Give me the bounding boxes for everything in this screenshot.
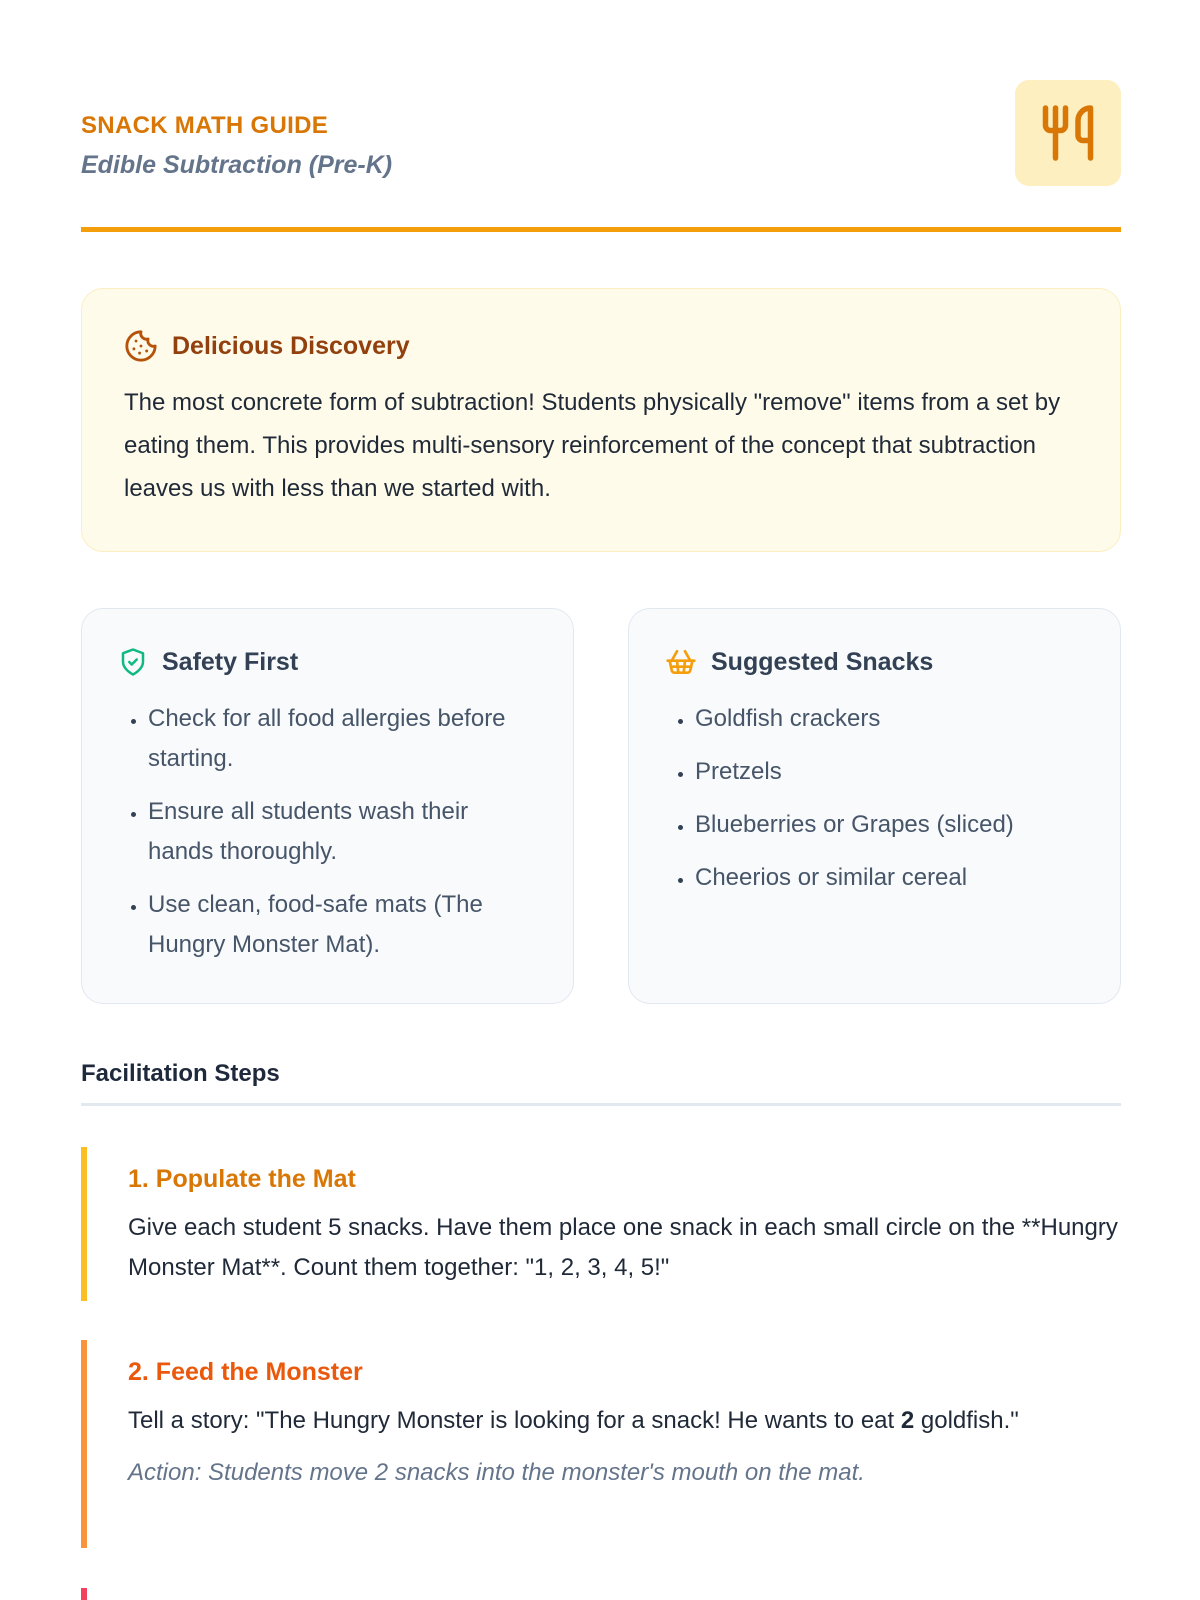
discovery-title: Delicious Discovery — [172, 331, 410, 360]
step-body-text: goldfish." — [914, 1407, 1019, 1434]
snacks-title-row — [665, 645, 1084, 679]
basket-icon — [665, 646, 697, 678]
step-action: Action: Students move 2 snacks into the monster's mouth on the mat. — [128, 1459, 865, 1486]
snack-item: • Cheerios or similar cereal — [695, 858, 1084, 898]
step-title: 2. Feed the Monster — [128, 1358, 363, 1386]
safety-item: • Check for all food allergies before starting. — [148, 699, 537, 779]
snack-item: • Pretzels — [695, 752, 1084, 792]
snacks-list — [665, 699, 1084, 898]
discovery-callout — [81, 288, 1121, 552]
safety-card — [81, 608, 574, 1004]
utensils-icon — [1038, 103, 1098, 163]
cookie-icon — [124, 329, 158, 363]
snacks-title: Suggested Snacks — [711, 647, 934, 676]
safety-list — [118, 699, 537, 965]
step-title: 1. Populate the Mat — [128, 1165, 356, 1193]
steps-divider — [81, 1103, 1121, 1106]
step-body: Give each student 5 snacks. Have them place one snack in each small circle on the **Hungry Monster Mat**. Count them together: "1, 2, 3, 4, 5!" — [128, 1214, 1118, 1281]
header-divider — [81, 227, 1121, 232]
guide-subtitle: Edible Subtraction (Pre-K) — [81, 151, 393, 179]
snacks-card — [628, 608, 1121, 1004]
utensils-icon-badge — [1015, 80, 1121, 186]
step-accent-bar — [81, 1147, 87, 1301]
guide-kicker: SNACK MATH GUIDE — [81, 112, 329, 139]
step-accent-bar — [81, 1340, 87, 1548]
discovery-body: The most concrete form of subtraction! Students physically "remove" items from a set by eating them. This provides multi-sensory reinforcement of the concept that subtraction leaves us with less than we started with. — [124, 389, 1061, 502]
safety-item: • Ensure all students wash their hands thoroughly. — [148, 792, 537, 872]
page — [81, 0, 1121, 1600]
discovery-title-row — [124, 329, 1078, 363]
step-2 — [81, 1340, 1121, 1548]
snack-item: • Goldfish crackers — [695, 699, 1084, 739]
step-body — [128, 1401, 1121, 1441]
safety-title: Safety First — [162, 647, 299, 676]
safety-item: • Use clean, food-safe mats (The Hungry Monster Mat). — [148, 885, 537, 965]
safety-title-row — [118, 645, 537, 679]
step-1 — [81, 1147, 1121, 1301]
step-3-accent-bar — [81, 1588, 87, 1600]
shield-check-icon — [118, 647, 148, 677]
steps-heading: Facilitation Steps — [81, 1060, 280, 1087]
snack-item: • Blueberries or Grapes (sliced) — [695, 805, 1084, 845]
step-body-text: Tell a story: "The Hungry Monster is looking for a snack! He wants to eat — [128, 1407, 901, 1434]
step-body-emphasis: 2 — [900, 1407, 915, 1434]
header — [81, 80, 1121, 188]
